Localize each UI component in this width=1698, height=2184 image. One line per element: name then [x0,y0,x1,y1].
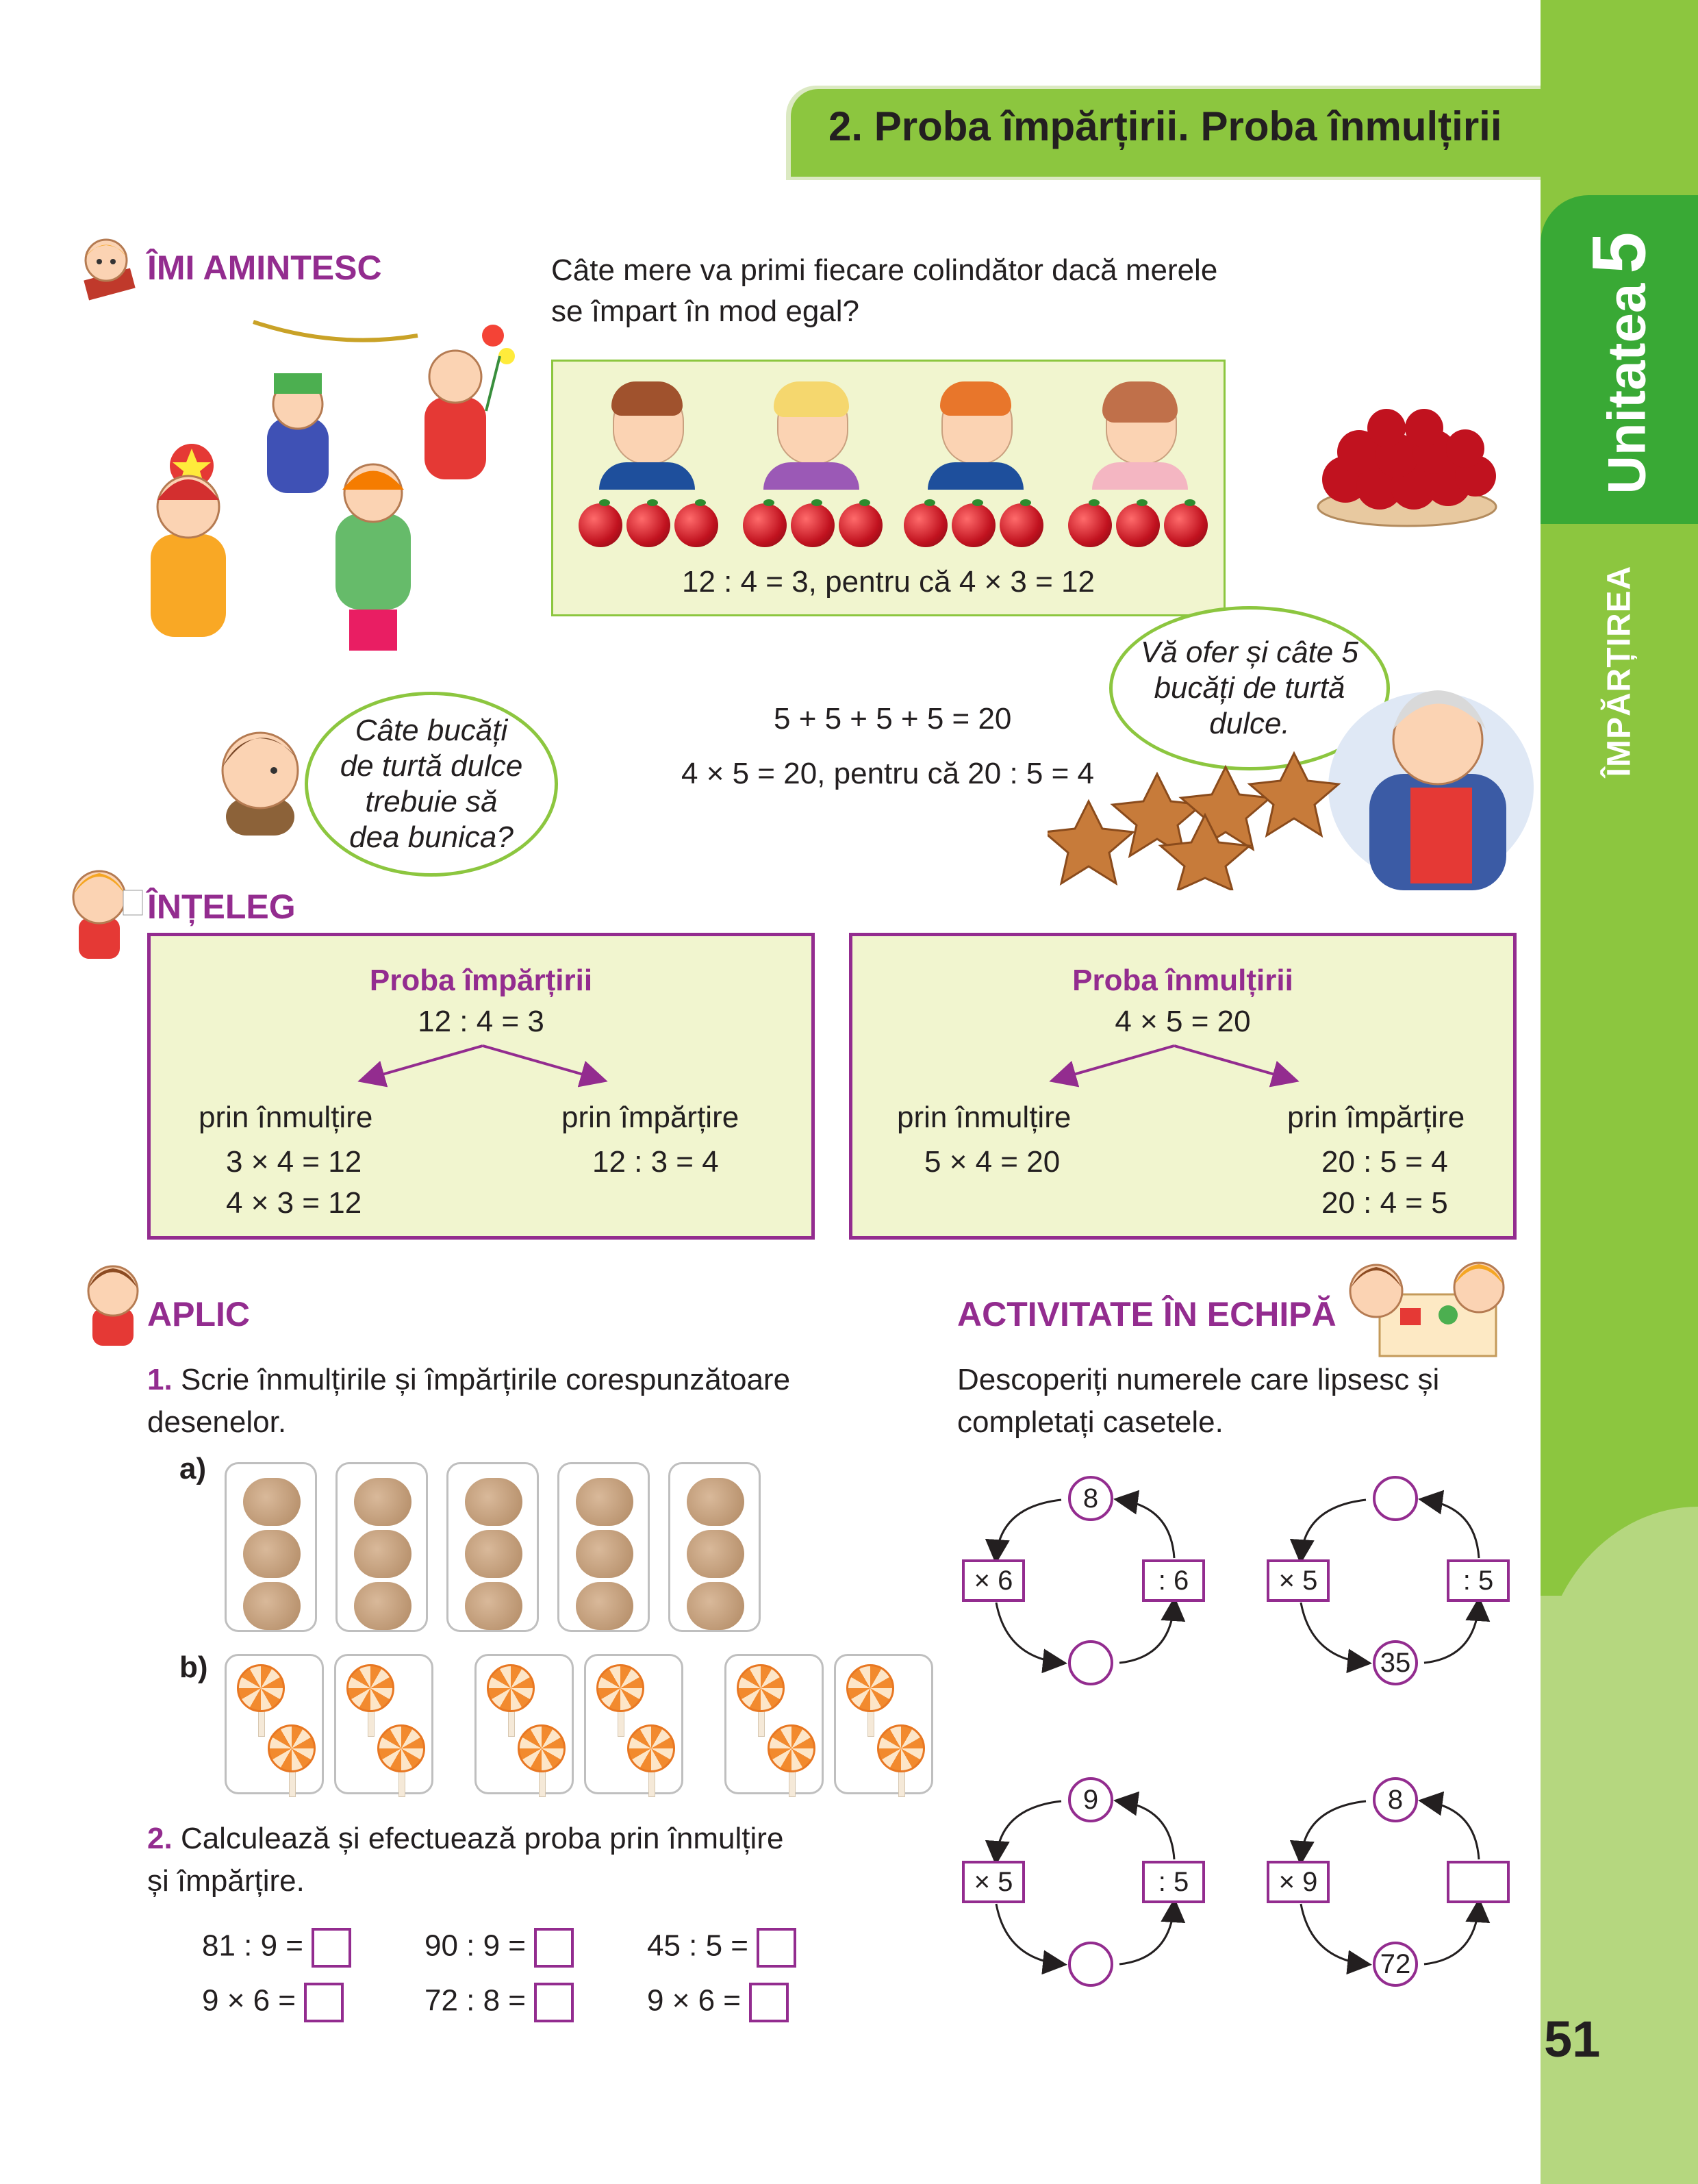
lollipop-card [474,1654,574,1794]
panel-title: Proba împărțirii [369,964,593,997]
lollipop-stick [867,1708,874,1737]
apply-heading: APLIC [147,1295,250,1333]
number-cycle [959,1774,1232,2000]
cookie [354,1478,411,1526]
cookie [465,1530,522,1578]
calc-row-2c [647,1983,789,2022]
lollipop-stick [289,1768,296,1797]
apple [791,503,835,547]
understand-heading: ÎNȚELEG [147,888,296,926]
unit-label [1547,205,1691,520]
cycle-top-circle: 9 [1068,1777,1113,1822]
cookie-card [446,1462,539,1632]
cycle-right-operator: : 5 [1142,1861,1205,1903]
cycle-right-operator[interactable] [1447,1861,1510,1903]
apple-leaf [924,499,935,506]
panel-operation: 4 × 5 = 20 [1115,1005,1251,1038]
remember-heading: ÎMI AMINTESC [147,249,382,287]
cycle-top-circle: 8 [1068,1476,1113,1521]
question-line-2: se împart în mod egal? [551,294,860,328]
lollipop-card [225,1654,324,1794]
cookie-card [335,1462,428,1632]
apple [952,503,996,547]
division-proof-panel [147,933,815,1240]
answer-box[interactable] [312,1928,351,1968]
answer-box[interactable] [534,1928,574,1968]
shirt [928,462,1024,490]
lollipop-card [834,1654,933,1794]
boy-bubble-text: Câte bucăți de turtă dulce trebuie să dea bunica? [340,714,523,854]
lollipop-stick [508,1708,515,1737]
lollipop-stick [789,1768,796,1797]
cookie [576,1530,633,1578]
apple-leaf [1020,499,1031,506]
apple [839,503,883,547]
apple-leaf [1184,499,1195,506]
cookie [243,1478,301,1526]
left-line-1: 5 × 4 = 20 [924,1145,1061,1179]
right-line-1: 20 : 5 = 4 [1321,1145,1448,1179]
cycle-bottom-circle[interactable] [1068,1640,1113,1685]
cookie [354,1582,411,1630]
apple-leaf [811,499,822,506]
girl-waving-icon [48,856,144,972]
apple [743,503,787,547]
ex2-text: Calculează și efectuează proba prin înmulțire [180,1822,784,1855]
answer-box[interactable] [534,1983,574,2022]
boy-illustration [209,719,312,836]
hair [1102,381,1178,423]
cookie [243,1582,301,1630]
cycle-left-operator: × 5 [962,1861,1025,1903]
cookie [243,1530,301,1578]
apple-equation: 12 : 4 = 3, pentru că 4 × 3 = 12 [681,565,1095,599]
ex2-line-2: și împărțire. [147,1864,305,1898]
apple-leaf [972,499,983,506]
ex2-number: 2. [147,1822,173,1855]
cookie [576,1478,633,1526]
calc-row-2b [424,1983,574,2022]
chapter-text: ÎMPĂRȚIREA [1601,565,1638,777]
panel-title: Proba înmulțirii [1072,964,1293,997]
multiplication-proof-panel [849,933,1517,1240]
cycle-left-operator: × 5 [1267,1559,1330,1602]
apple [904,503,948,547]
number-cycle [959,1472,1232,1698]
answer-box[interactable] [304,1983,344,2022]
cookie [465,1478,522,1526]
lollipop [768,1724,815,1772]
calc-row-1 [202,1928,351,1968]
lollipop-stick [758,1708,765,1737]
cycle-bottom-circle: 72 [1373,1942,1418,1987]
lollipop-card [724,1654,824,1794]
lollipop [487,1664,535,1712]
team-heading: ACTIVITATE ÎN ECHIPĂ [957,1295,1336,1333]
apple [1000,503,1043,547]
sum-equation: 5 + 5 + 5 + 5 = 20 [774,702,1012,736]
team-text-1: Descoperiți numerele care lipsesc și [957,1363,1440,1396]
cookie [687,1530,744,1578]
answer-box[interactable] [757,1928,796,1968]
cycle-left-operator: × 9 [1267,1861,1330,1903]
calc-expression: 9 × 6 = [647,1983,742,2018]
product-equation: 4 × 5 = 20, pentru că 20 : 5 = 4 [681,757,1095,790]
lollipop [346,1664,394,1712]
left-label: prin înmulțire [199,1101,373,1134]
apple [1164,503,1208,547]
apple-leaf [695,499,706,506]
page-number: 51 [1544,2011,1601,2068]
cycle-right-operator: : 6 [1142,1559,1205,1602]
cookie [576,1582,633,1630]
boy-speech-bubble [305,692,558,877]
cookie-card [668,1462,761,1632]
panel-operation: 12 : 4 = 3 [418,1005,544,1038]
calc-expression: 81 : 9 = [202,1929,304,1963]
grandma-bubble-text: Vă ofer și câte 5 bucăți de turtă dulce. [1141,636,1358,740]
label-a: a) [179,1452,207,1485]
cycle-right-operator: : 5 [1447,1559,1510,1602]
team-text-2: completați casetele. [957,1405,1224,1439]
apple-leaf [859,499,870,506]
right-line-2: 20 : 4 = 5 [1321,1186,1448,1220]
cookie-card [557,1462,650,1632]
calc-row-1c [647,1928,796,1968]
branch-arrows [349,1039,616,1094]
left-line-1: 3 × 4 = 12 [226,1145,362,1179]
girl-reading-icon [58,233,147,301]
lollipop [627,1724,675,1772]
lollipop [237,1664,285,1712]
lollipop [846,1664,894,1712]
lollipop-card [334,1654,433,1794]
cookie [687,1478,744,1526]
boy-writing-icon [75,1260,151,1349]
apple-leaf [1089,499,1100,506]
lollipop [596,1664,644,1712]
shirt [763,462,859,490]
apple-leaf [1137,499,1148,506]
cookie-card [225,1462,317,1632]
hair [940,381,1011,416]
page-title: 2. Proba împărțirii. Proba înmulțirii [828,103,1502,149]
hair [774,381,849,417]
number-cycle [1263,1774,1537,2000]
cycle-top-circle[interactable] [1373,1476,1418,1521]
question-line-1: Câte mere va primi fiecare colindător dacă merele [551,253,1218,287]
lollipop-stick [898,1768,905,1797]
lollipop-stick [648,1768,655,1797]
cookie [687,1582,744,1630]
number-cycle [1263,1472,1537,1698]
lollipop [737,1664,785,1712]
apple [579,503,622,547]
apple-leaf [763,499,774,506]
ex2-line-1 [147,1822,783,1856]
left-label: prin înmulțire [897,1101,1072,1134]
chapter-label [1568,520,1671,822]
apple [626,503,670,547]
shirt [1092,462,1188,490]
lollipop-card [584,1654,683,1794]
carolers-illustration [130,308,527,664]
lollipop [268,1724,316,1772]
right-label: prin împărțire [561,1101,739,1134]
right-line-1: 12 : 3 = 4 [592,1145,719,1179]
lollipop [877,1724,925,1772]
apple-leaf [599,499,610,506]
lollipop-stick [539,1768,546,1797]
side-band-bottom [1541,1596,1698,2184]
calc-row-2 [202,1983,344,2022]
cookie [465,1582,522,1630]
left-line-2: 4 × 3 = 12 [226,1186,362,1220]
apple-leaf [647,499,658,506]
cycle-left-operator: × 6 [962,1559,1025,1602]
calc-expression: 9 × 6 = [202,1983,296,2018]
shirt [599,462,695,490]
calc-row-1b [424,1928,574,1968]
answer-box[interactable] [749,1983,789,2022]
ex1-text: Scrie înmulțirile și împărțirile corespunzătoare [180,1363,791,1396]
apples-drawing [551,360,1226,616]
cycle-bottom-circle: 35 [1373,1640,1418,1685]
ex1-line-2: desenelor. [147,1405,287,1439]
hair [611,381,683,416]
cookie [354,1530,411,1578]
calc-expression: 90 : 9 = [424,1929,527,1963]
apple-bowl-illustration [1311,404,1503,527]
lollipop-stick [618,1708,624,1737]
grandma-gingerbread-illustration [1048,664,1541,890]
kids-with-book-icon [1339,1253,1517,1363]
calc-expression: 45 : 5 = [647,1929,749,1963]
apple [674,503,718,547]
ex1-number: 1. [147,1363,173,1396]
calc-expression: 72 : 8 = [424,1983,527,2018]
ex1-line-1 [147,1363,790,1397]
right-label: prin împărțire [1287,1101,1465,1134]
lollipop [518,1724,566,1772]
label-b: b) [179,1650,208,1684]
branch-arrows [1041,1039,1308,1094]
lollipop-stick [368,1708,375,1737]
apple [1068,503,1112,547]
lollipop [377,1724,425,1772]
unit-number: 5 [1577,231,1662,274]
cycle-bottom-circle[interactable] [1068,1942,1113,1987]
lollipop-stick [398,1768,405,1797]
unit-word: Unitatea [1596,283,1657,494]
lollipop-stick [258,1708,265,1737]
apple [1116,503,1160,547]
cycle-top-circle: 8 [1373,1777,1418,1822]
